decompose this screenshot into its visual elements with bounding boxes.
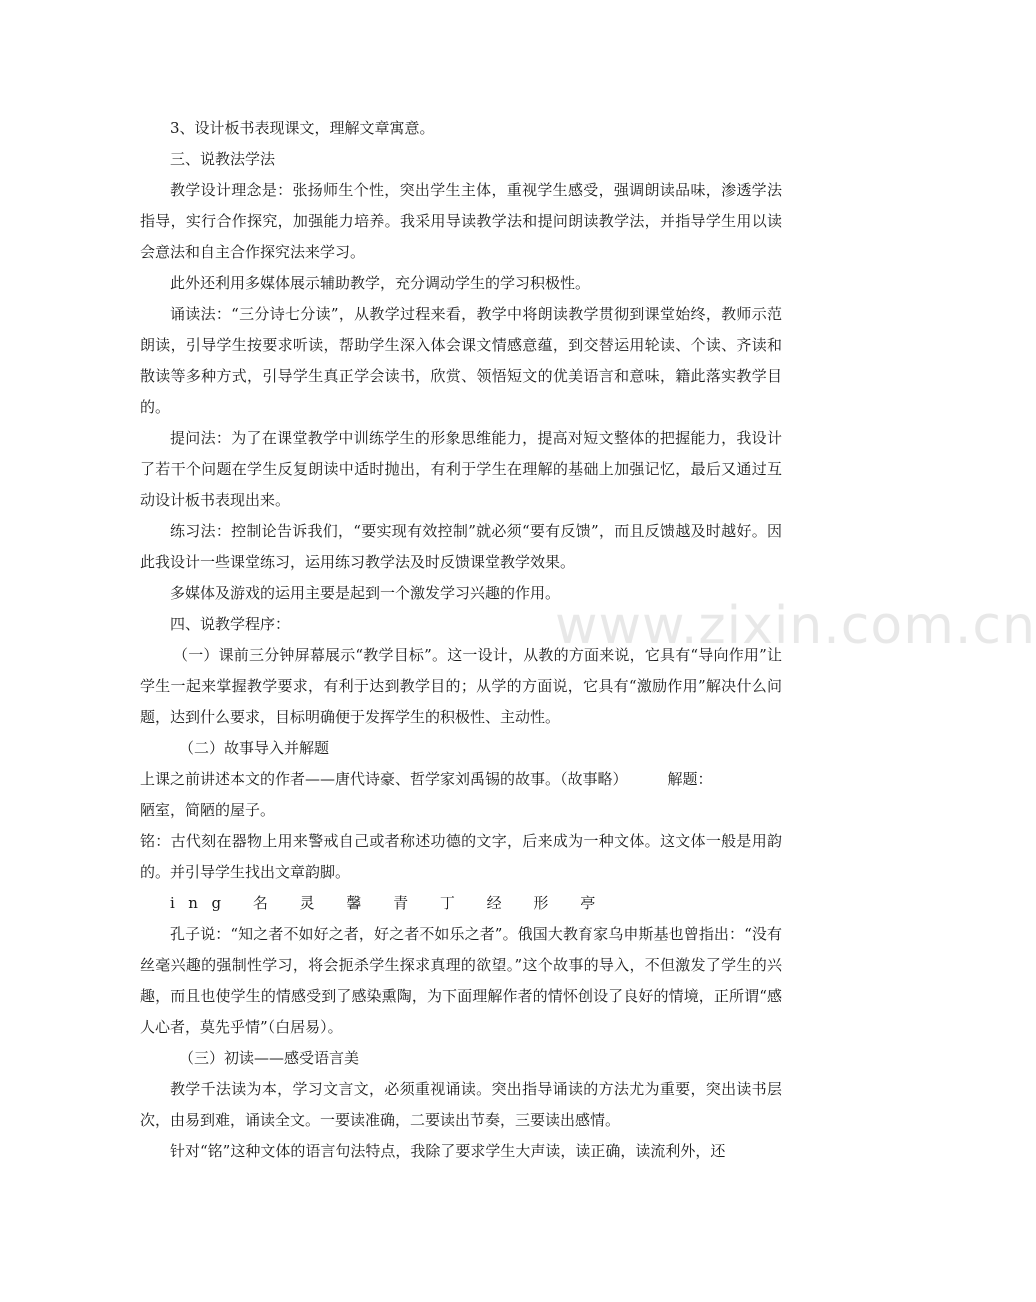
paragraph-rhymes: ing 名 灵 馨 青 丁 经 形 亭: [170, 894, 609, 912]
heading-step-two: （二）故事导入并解题: [179, 739, 330, 757]
paragraph-inscription-reading: 针对“铭”这种文体的语言句法特点，我除了要求学生大声读，读正确，读流利外，还: [170, 1142, 726, 1160]
paragraph-design-concept: 教学设计理念是：张扬师生个性，突出学生主体，重视学生感受，强调朗读品味，渗透学法指导，实行合作探究，加强能力培养。我采用导读教学法和提问朗读教学法，并指导学生用以读会意法和自主合作探究法来学习。: [140, 181, 782, 261]
paragraph-inscription: 铭：古代刻在器物上用来警戒自己或者称述功德的文字，后来成为一种文体。这文体一般是用韵的。并引导学生找出文章韵脚。: [140, 832, 782, 881]
paragraph-games: 多媒体及游戏的运用主要是起到一个激发学习兴趣的作用。: [170, 584, 561, 602]
paragraph-humble-room: 陋室，简陋的屋子。: [140, 801, 276, 819]
title-explanation-label: 解题：: [667, 770, 713, 788]
heading-teaching-methods: 三、说教法学法: [170, 150, 276, 168]
paragraph-confucius-quote: 孔子说：“知之者不如好之者，好之者不如乐之者”。俄国大教育家乌申斯基也曾指出：“没有丝毫兴趣的强制性学习，将会扼杀学生探求真理的欲望。”这个故事的导入，不但激发了学生的兴趣，而且也使学生的情感受到了感染熏陶，为下面理解作者的情怀创设了良好的情境，正所谓“感人心者，莫先乎情”（白居易）。: [140, 925, 782, 1036]
paragraph-question-method: 提问法：为了在课堂教学中训练学生的形象思维能力，提高对短文整体的把握能力，我设计了若干个问题在学生反复朗读中适时抛出，有利于学生在理解的基础上加强记忆，最后又通过互动设计板书表现出来。: [140, 429, 782, 509]
watermark-text: www.zixin.com.cn: [555, 596, 1036, 656]
paragraph-reading-focus: 教学千法读为本，学习文言文，必须重视诵读。突出指导诵读的方法尤为重要，突出读书层次，由易到难，诵读全文。一要读准确，二要读出节奏，三要读出感情。: [140, 1080, 782, 1129]
paragraph-practice-method: 练习法：控制论告诉我们，“要实现有效控制”就必须“要有反馈”，而且反馈越及时越好。因此我设计一些课堂练习，运用练习教学法及时反馈课堂教学效果。: [140, 522, 782, 571]
paragraph-story-intro: [140, 764, 782, 795]
heading-step-three: （三）初读——感受语言美: [179, 1049, 360, 1067]
paragraph-reading-method: 诵读法：“三分诗七分读”，从教学过程来看，教学中将朗读教学贯彻到课堂始终，教师示范朗读，引导学生按要求听读，帮助学生深入体会课文情感意蕴，到交替运用轮读、个读、齐读和散读等多种方式，引导学生真正学会读书，欣赏、领悟短文的优美语言和意味，籍此落实教学目的。: [140, 305, 782, 416]
paragraph-multimedia: 此外还利用多媒体展示辅助教学，充分调动学生的学习积极性。: [170, 274, 591, 292]
paragraph-board-design: 3、设计板书表现课文，理解文章寓意。: [170, 119, 435, 137]
heading-teaching-procedure: 四、说教学程序：: [170, 615, 291, 633]
document-body: [140, 113, 782, 1167]
story-intro-text: 上课之前讲述本文的作者——唐代诗豪、哲学家刘禹锡的故事。（故事略）: [140, 770, 628, 788]
paragraph-step-one: （一）课前三分钟屏幕展示“教学目标”。这一设计，从教的方面来说，它具有“导向作用”让学生一起来掌握教学要求，有利于达到教学目的；从学的方面说，它具有“激励作用”解决什么问题，达到什么要求，目标明确便于发挥学生的积极性、主动性。: [140, 646, 782, 726]
